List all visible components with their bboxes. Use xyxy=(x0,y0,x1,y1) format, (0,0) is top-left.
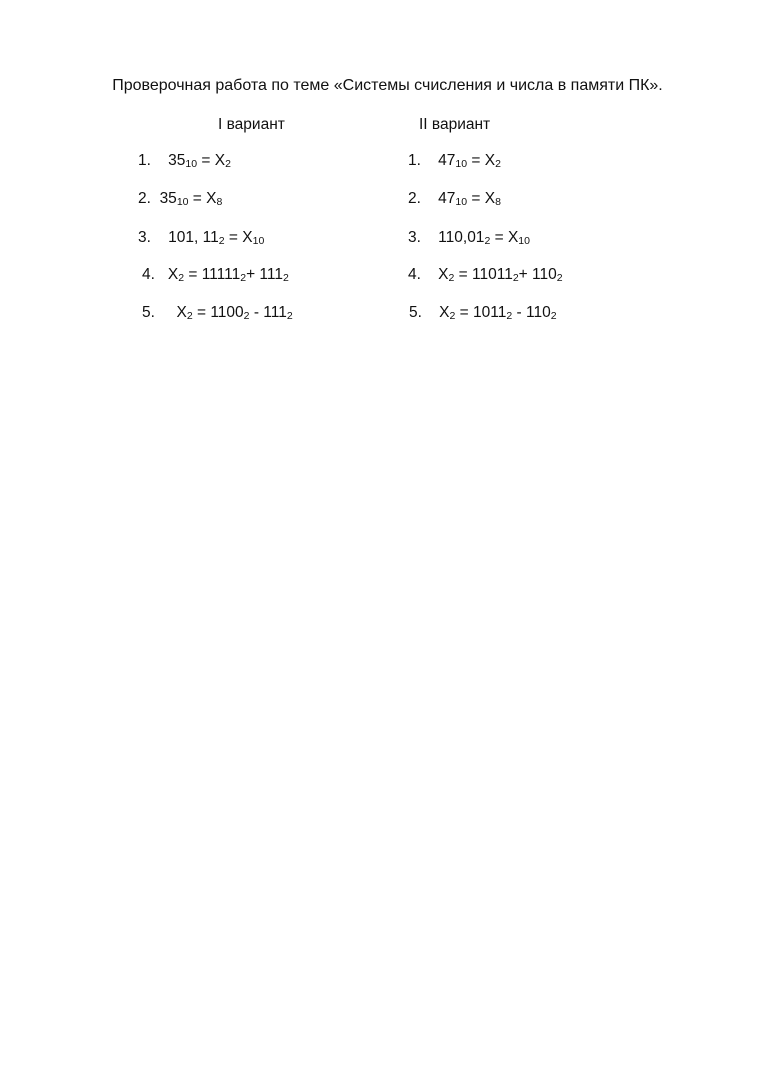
variant-1-task-3 xyxy=(138,228,264,248)
task-term: = X xyxy=(490,229,519,246)
task-term: - 111 xyxy=(249,304,287,321)
task-number: 1. xyxy=(408,152,421,169)
variant-2-task-1 xyxy=(408,151,501,171)
task-term: 110,01 xyxy=(438,229,485,246)
task-base: 2 xyxy=(186,310,193,322)
task-base: 10 xyxy=(455,196,468,208)
task-term: 101, 11 xyxy=(168,229,219,246)
task-number: 4. xyxy=(142,266,155,283)
task-base: 10 xyxy=(252,235,265,247)
task-term: X xyxy=(438,266,449,283)
page-title: Проверочная работа по теме «Системы счисления и числа в памяти ПК». xyxy=(112,77,663,94)
task-number: 3. xyxy=(138,229,151,246)
variant-1-task-4 xyxy=(142,265,289,285)
task-base: 2 xyxy=(495,158,501,170)
task-base: 2 xyxy=(282,272,289,284)
task-term: X xyxy=(439,304,450,321)
task-term: = X xyxy=(188,190,217,207)
task-number: 3. xyxy=(408,229,421,246)
task-term: = X xyxy=(197,152,226,169)
task-term: = X xyxy=(224,229,253,246)
variant-1-heading: I вариант xyxy=(218,116,285,133)
task-term: = X xyxy=(467,190,496,207)
task-number: 5. xyxy=(409,304,422,321)
task-base: 2 xyxy=(178,272,185,284)
task-term: X xyxy=(167,266,179,283)
task-base: 10 xyxy=(455,158,468,170)
task-term: - 110 xyxy=(512,304,551,321)
task-term: + 111 xyxy=(246,266,283,283)
task-base: 2 xyxy=(286,310,293,322)
task-term: 35 xyxy=(168,152,186,169)
task-term: = 1100 xyxy=(192,304,244,321)
task-term: 35 xyxy=(159,190,177,207)
task-term: = 11011 xyxy=(454,266,513,283)
task-number: 2. xyxy=(138,190,151,207)
variant-2-task-2 xyxy=(408,189,501,209)
variant-1-task-1 xyxy=(138,151,231,171)
task-term: X xyxy=(176,304,187,321)
task-term: = 11111 xyxy=(184,266,241,283)
variant-1-task-5 xyxy=(142,303,293,323)
task-base: 2 xyxy=(448,272,455,284)
variant-2-task-5 xyxy=(409,303,557,323)
task-number: 2. xyxy=(408,190,421,207)
task-base: 2 xyxy=(225,158,231,170)
task-number: 4. xyxy=(408,266,421,283)
task-number: 5. xyxy=(142,304,155,321)
task-base: 2 xyxy=(484,235,491,247)
task-base: 2 xyxy=(240,272,247,284)
task-term: 47 xyxy=(438,152,456,169)
task-base: 2 xyxy=(218,235,225,247)
task-base: 8 xyxy=(495,196,501,208)
variant-2-task-4 xyxy=(408,265,563,285)
task-base: 8 xyxy=(216,196,223,208)
task-term: + 110 xyxy=(518,266,557,283)
task-base: 10 xyxy=(176,196,189,208)
task-base: 10 xyxy=(518,235,530,247)
task-base: 2 xyxy=(449,310,456,322)
variant-1-task-2 xyxy=(138,189,222,209)
task-base: 2 xyxy=(512,272,519,284)
task-base: 2 xyxy=(243,310,250,322)
task-term: = X xyxy=(467,152,496,169)
task-base: 10 xyxy=(185,158,198,170)
task-base: 2 xyxy=(556,272,563,284)
task-base: 2 xyxy=(550,310,557,322)
task-term: 47 xyxy=(438,190,456,207)
variant-2-heading: II вариант xyxy=(419,116,491,133)
task-base: 2 xyxy=(506,310,513,322)
variant-2-task-3 xyxy=(408,228,530,248)
task-number: 1. xyxy=(138,152,151,169)
task-term: = 1011 xyxy=(455,304,507,321)
